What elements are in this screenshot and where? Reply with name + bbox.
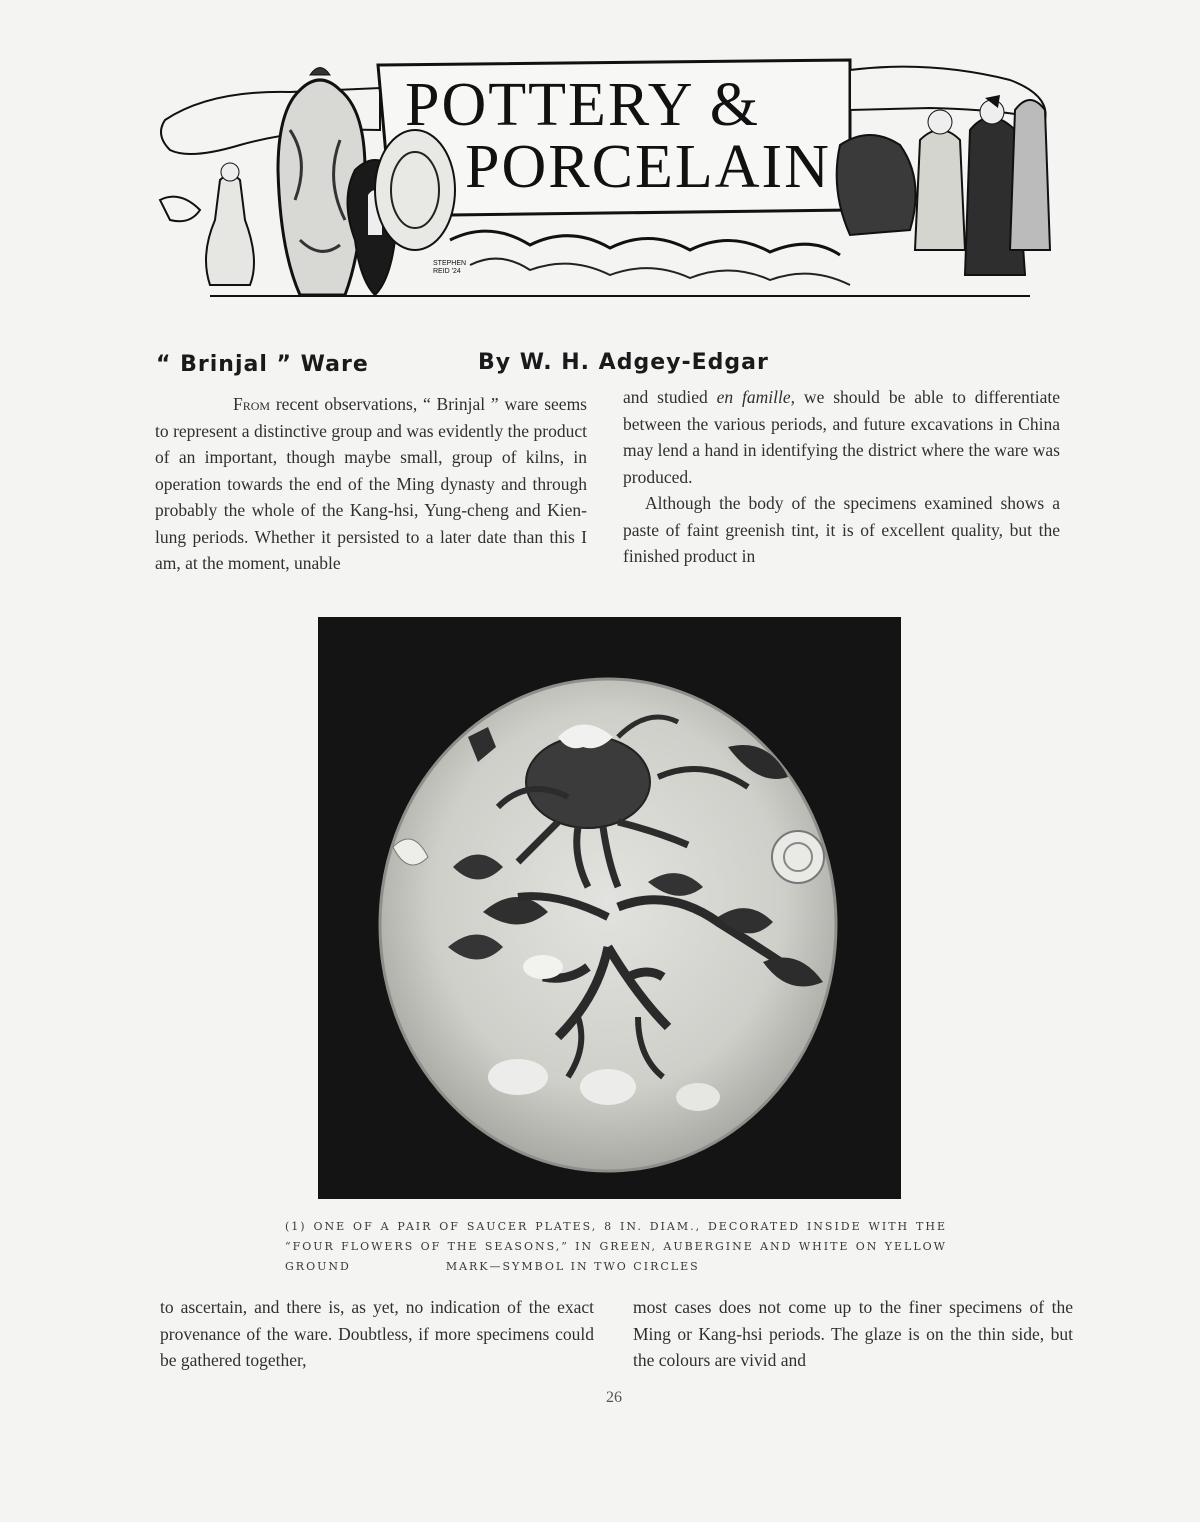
article-title: “ Brinjal ” Ware (156, 352, 369, 377)
plate-photograph (318, 617, 901, 1199)
paragraph: most cases does not come up to the finer specimens of the Ming or Kang-hsi periods. The glaze is on the thin side, but the colours are vivid and (633, 1297, 1073, 1370)
paragraph: to ascertain, and there is, as yet, no indication of the exact provenance of the ware. Doubtless, if more specimens could be gathered together, (160, 1297, 594, 1370)
paragraph: Although the body of the specimens examined shows a paste of faint greenish tint, it is of excellent quality, but the finished product in (623, 493, 1060, 566)
signature-line1: STEPHEN (433, 260, 467, 267)
signature-line2: REID '24 (433, 268, 461, 275)
italic-phrase: en famille, (716, 387, 796, 407)
banner-title-line2: PORCELAIN (465, 133, 831, 201)
paragraph (623, 384, 1060, 490)
paragraph-text: we should be able to differentiate between the various periods, and future excavations in China may lend a hand in identifying the district where the ware was produced. (623, 387, 1060, 487)
article-byline: By W. H. Adgey-Edgar (478, 350, 769, 375)
lead-in: From (233, 394, 271, 414)
caption-text (285, 1217, 947, 1277)
paragraph-text: recent observations, “ Brinjal ” ware seems to represent a distinctive group and was evidently the product of an important, though maybe small, group of kilns, in operation towards the end of the Ming dynasty and through probably the whole of the Kang-hsi, Yung-cheng and Kien-lung periods. Whether it persisted to a later date than this I am, at the moment, unable (155, 394, 587, 573)
banner-title-line1: POTTERY & (405, 71, 761, 139)
paragraph (155, 391, 587, 577)
figure-caption (285, 1217, 947, 1277)
caption-mark: MARK—SYMBOL IN TWO CIRCLES (445, 1260, 700, 1273)
caption-description: (1) ONE OF A PAIR OF SAUCER PLATES, 8 IN. DIAM., DECORATED INSIDE WITH THE “FOUR FLOWERS OF THE SEASONS,” IN GREEN, AUBERGINE AND WHITE ON YELLOW GROUND (285, 1220, 947, 1273)
paragraph-text: and studied (623, 387, 717, 407)
column-right-bottom (633, 1294, 1073, 1374)
article-heading (156, 352, 816, 386)
page-number: 26 (606, 1389, 622, 1406)
column-left-bottom (160, 1294, 594, 1374)
column-right-top (623, 384, 1060, 570)
header-banner (150, 50, 1060, 305)
column-left-top (155, 391, 587, 577)
plate-image (318, 617, 901, 1199)
artist-signature (433, 260, 466, 276)
